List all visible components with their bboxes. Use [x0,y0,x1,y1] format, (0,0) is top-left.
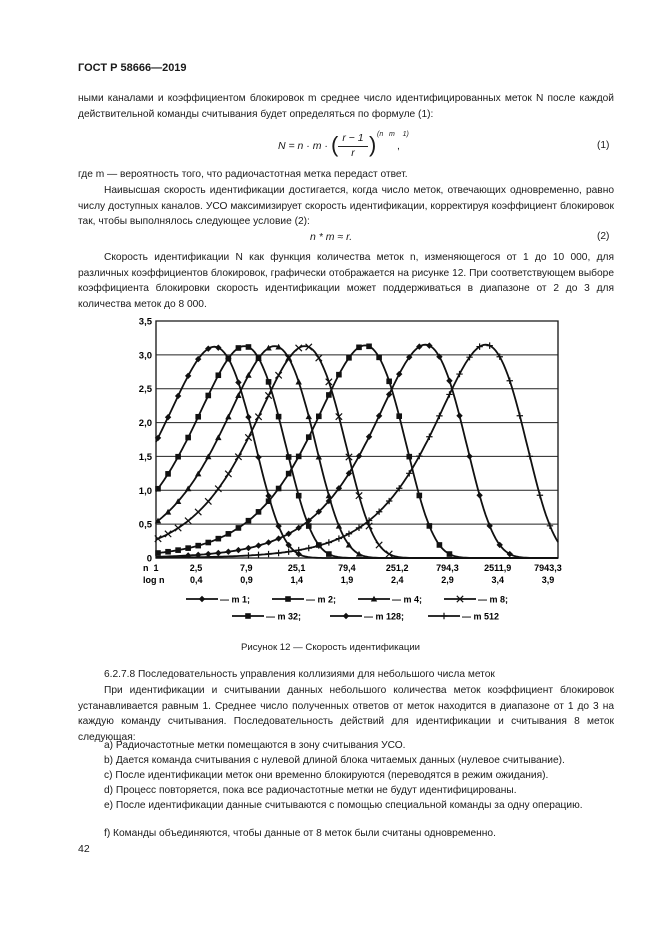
data-point [215,486,221,492]
series-m-1 [155,344,558,558]
data-point [225,549,231,555]
data-point [255,454,261,460]
x-tick-label-n: 2,5 [189,563,203,573]
formula-1-comma: , [397,140,400,152]
data-point [296,493,302,499]
x-row-label-n: n [143,563,149,573]
legend-label: — m 512 [462,611,500,622]
y-tick-label: 3,0 [138,350,152,362]
data-point [195,543,201,549]
data-point [406,454,412,460]
legend-label: — m 8; [478,594,509,605]
x-tick-label-n: 7943,3 [534,563,562,573]
data-point [256,509,262,515]
legend-label: — m 128; [364,611,405,622]
formula-1 [278,132,478,168]
data-point [165,549,171,555]
series-m-8 [155,344,558,558]
data-point [225,414,231,420]
legend-label: — m 32; [266,611,302,622]
x-tick-label-n: 79,4 [338,563,356,573]
y-tick-label: 1,5 [138,451,152,463]
formula-1-number: (1) [597,140,610,151]
x-tick-label-n: 25,1 [287,563,306,573]
data-point [216,536,222,542]
where-text: где m — вероятность того, что радиочастотная метка передаст ответ. [78,169,408,180]
x-tick-label-logn: 3,9 [541,575,555,585]
data-point [436,413,442,419]
formula-2-number: (2) [597,231,610,242]
x-tick-label-logn: 3,4 [491,575,504,585]
data-point [376,413,382,419]
data-point [245,545,251,551]
data-point [386,379,392,385]
data-point [476,492,482,498]
data-point [386,551,392,557]
data-point [225,471,231,477]
chart-y-tick-labels [139,317,153,565]
chart-legend [186,595,508,622]
series-m-2 [155,344,558,558]
data-point [165,471,171,477]
data-point [286,471,292,477]
data-point [386,391,392,397]
data-point [326,551,332,557]
data-point [266,498,272,504]
data-point [296,454,302,460]
data-point [356,345,362,351]
x-row-label-logn: log n [143,575,165,585]
data-point [447,551,453,557]
data-point [255,414,261,420]
data-point [306,434,312,440]
data-point [215,550,221,556]
formula-2: n * m ≈ r. [310,231,353,243]
data-point [306,523,312,529]
data-point [326,392,332,398]
data-point [195,414,201,420]
data-point [205,393,211,399]
paragraph-max-speed: Наивысшая скорость идентификации достигается, когда число меток, отвечающих одновременно, равно числу доступных каналов. УСО максимизирует скорость идентификации, корректируя коэффициент блокировок так, чтобы выполнялось следующее условие (2): [78,185,614,227]
formula-1-exponent: (n m 1) [377,131,409,138]
data-point [446,378,452,384]
series-m-4 [155,344,558,558]
data-point [185,545,191,551]
paragraph-small-count: При идентификации и считывании данных небольшого количества меток коэффициент блокировок устанавливается равным 1. Среднее число полученных ответов от меток находится в диапазоне от 1 до 3 на каждую команду считывания. Последовательность действий для идентификации и считывания 8 меток следующая: [78,685,614,743]
data-point [165,531,171,537]
page-number: 42 [78,843,90,855]
data-point [265,392,271,398]
data-point [426,434,432,440]
y-tick-label: 0,5 [138,519,152,531]
y-tick-label: 2,0 [138,418,152,430]
list-item-a: а) Радиочастотные метки помещаются в зону считывания УСО. [104,740,406,751]
x-tick-label-n: 7,9 [239,563,253,573]
data-point [235,379,241,385]
data-point [336,372,342,378]
data-point [441,613,447,619]
data-point [265,551,271,557]
data-point [245,613,251,619]
data-point [366,344,372,350]
data-point [236,525,242,531]
x-tick-label-logn: 1,9 [340,575,354,585]
data-point [235,392,241,398]
x-tick-label-logn: 1,4 [290,575,303,585]
data-point [155,550,161,556]
data-point [296,379,302,385]
list-item-c: с) После идентификации меток они временно блокируются (переводятся в режим ожидания). [104,770,549,781]
data-point [236,345,242,351]
data-point [266,379,272,385]
x-tick-label-n: 1 [153,563,159,573]
data-point [336,535,342,541]
data-point [275,550,281,556]
data-point [195,509,201,515]
document-header: ГОСТ Р 58666—2019 [78,62,187,74]
data-point [285,596,291,602]
y-tick-label: 1,0 [138,485,152,497]
data-point [456,371,462,377]
identification-speed-chart [100,312,570,630]
data-point [306,545,312,551]
data-point [246,518,252,524]
data-point [446,391,452,397]
chart-series [155,342,558,558]
y-tick-label: 2,5 [138,384,152,396]
formula-1-close-paren: ) [369,132,377,157]
data-point [343,613,349,619]
data-point [175,454,181,460]
chart-x-tick-labels [143,563,562,585]
data-point [205,540,211,546]
data-point [306,413,312,419]
data-point [296,345,302,351]
data-point [517,413,523,419]
data-point [316,355,322,361]
data-point [507,378,513,384]
data-point [537,492,543,498]
y-tick-label: 0 [146,553,152,565]
data-point [265,539,271,545]
data-point [276,486,282,492]
data-point [396,413,402,419]
data-point [235,547,241,553]
data-point [547,523,553,529]
data-point [376,355,382,361]
data-point [226,531,232,537]
data-point [205,498,211,504]
y-tick-label: 3,5 [138,316,152,328]
formula-1-open-paren: ( [331,132,339,157]
list-item-b: b) Дается команда считывания с нулевой длиной блока читаемых данных (нулевое считывание). [104,755,565,766]
data-point [175,547,181,553]
data-point [366,434,372,440]
data-point [326,539,332,545]
section-title: 6.2.7.8 Последовательность управления коллизиями для небольшого числа меток [104,669,495,680]
data-point [155,486,161,492]
data-point [216,372,222,378]
x-tick-label-n: 2511,9 [484,563,512,573]
data-point [456,413,462,419]
paragraph-intro: ными каналами и коэффициентом блокировок m среднее число идентифицированных меток N после каждой действительной команды считывания будет определяться по формуле (1): [78,93,614,120]
list-item-f: f) Команды объединяются, чтобы данные от 8 меток были считаны одновременно. [104,828,496,839]
x-tick-label-n: 251,2 [385,563,409,573]
data-point [286,454,292,460]
legend-label: — m 2; [306,594,337,605]
data-point [245,434,251,440]
data-point [165,414,171,420]
data-point [376,542,382,548]
data-point [275,535,281,541]
data-point [185,435,191,441]
data-point [246,344,252,350]
data-point [466,453,472,459]
data-point [346,355,352,361]
x-tick-label-logn: 2,9 [441,575,454,585]
data-point [316,414,322,420]
data-point [427,523,433,529]
data-point [276,414,282,420]
x-tick-label-logn: 0,9 [240,575,253,585]
data-point [175,393,181,399]
data-point [486,523,492,529]
data-point [417,493,423,499]
data-point [396,371,402,377]
data-point [215,434,221,440]
legend-label: — m 4; [392,594,423,605]
data-point [285,549,291,555]
list-item-e: е) После идентификации данные считываются с помощью специальной команды за одну операцию. [104,800,583,811]
data-point [199,596,205,602]
data-point [437,542,443,548]
formula-1-numerator: r − 1 [342,132,364,144]
data-point [226,356,232,362]
list-item-d: d) Процесс повторяется, пока все радиочастотные метки не будут идентифицированы. [104,785,517,796]
x-tick-label-n: 794,3 [436,563,459,573]
data-point [245,414,251,420]
data-point [527,453,533,459]
paragraph-figure-ref: Скорость идентификации N как функция количества меток n, изменяющегося от 1 до 10 000, для различных коэффициентов блокировок, графически отображается на рисунке 12. При соответствующем выборе коэффициента блокировки скорость идентификации может поддерживаться в диапазоне от 2 до 3 для количества меток до 8 000. [78,252,614,310]
x-tick-label-logn: 0,4 [189,575,203,585]
legend-label: — m 1; [220,594,251,605]
data-point [185,518,191,524]
data-point [255,552,261,558]
data-point [175,525,181,531]
formula-1-lhs: N = n · m · [278,140,328,152]
data-point [275,372,281,378]
figure-caption: Рисунок 12 — Скорость идентификации [240,642,421,653]
data-point [255,542,261,548]
formula-1-denominator: r [351,147,355,159]
x-tick-label-logn: 2,4 [390,575,404,585]
